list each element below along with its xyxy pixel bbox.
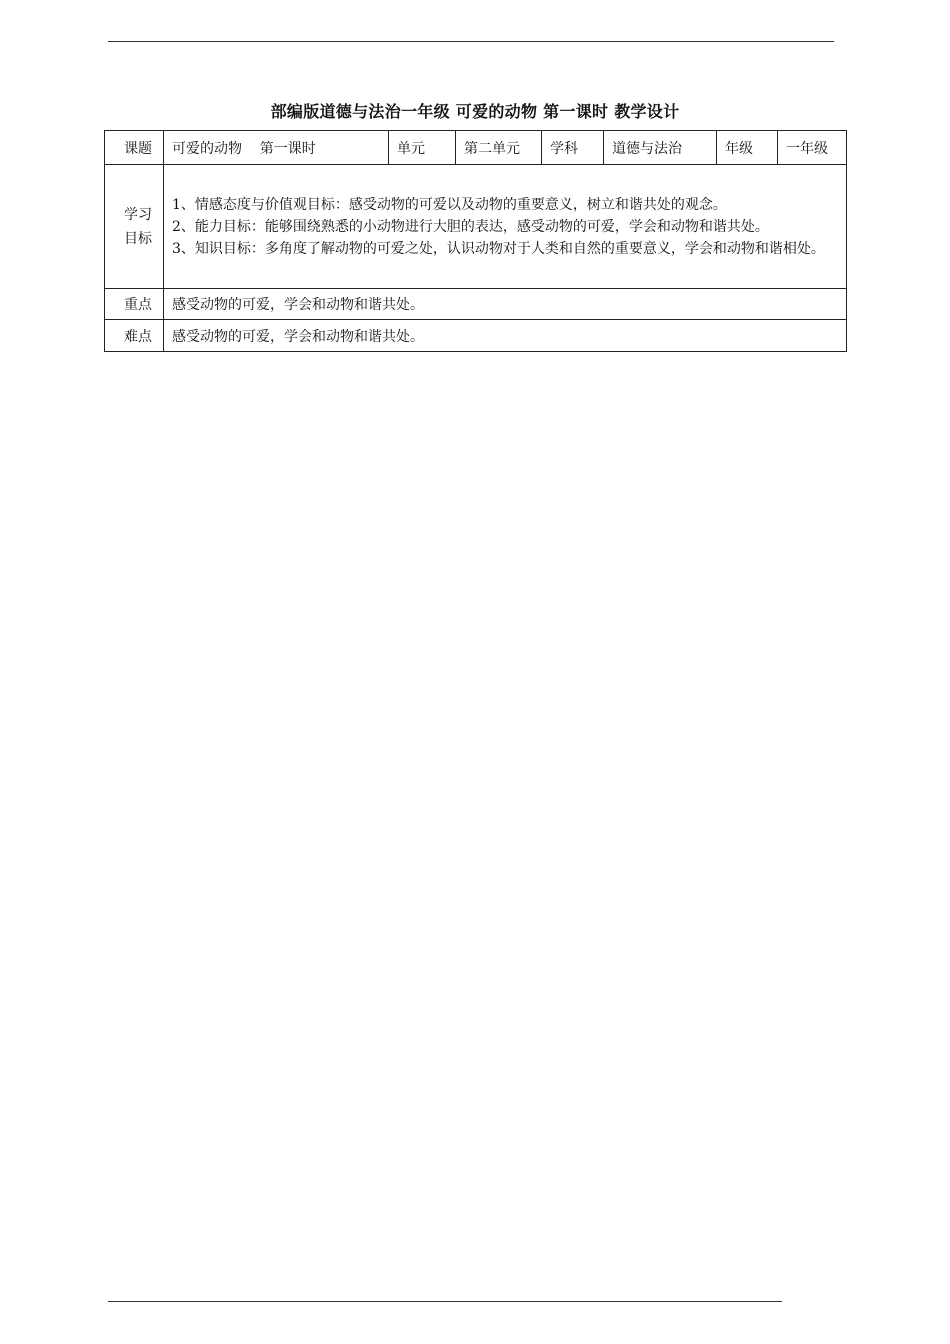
- unit-value: 第二单元: [456, 131, 542, 165]
- objectives-content: [164, 165, 847, 289]
- topic-label: 课题: [105, 131, 164, 165]
- difficulty-row: [105, 320, 847, 352]
- topic-value: 可爱的动物 第一课时: [164, 131, 389, 165]
- objectives-row: [105, 165, 847, 289]
- objective-item-knowledge: 3、知识目标：多角度了解动物的可爱之处，认识动物对于人类和自然的重要意义，学会和动物和谐相处。: [172, 240, 825, 257]
- key-point-value: 感受动物的可爱，学会和动物和谐共处。: [164, 289, 847, 320]
- header-rule: [108, 41, 834, 42]
- objectives-label: [105, 165, 164, 289]
- objectives-label-line1: 学习: [124, 206, 152, 223]
- key-point-row: [105, 289, 847, 320]
- grade-value: 一年级: [778, 131, 847, 165]
- difficulty-value: 感受动物的可爱，学会和动物和谐共处。: [164, 320, 847, 352]
- footer-rule: [108, 1301, 782, 1302]
- document-title: 部编版道德与法治一年级 可爱的动物 第一课时 教学设计: [270, 102, 680, 121]
- objective-item-affective: 1、情感态度与价值观目标：感受动物的可爱以及动物的重要意义，树立和谐共处的观念。: [172, 196, 727, 213]
- objectives-label-line2: 目标: [124, 230, 152, 247]
- header-row: [105, 131, 847, 165]
- difficulty-label: 难点: [105, 320, 164, 352]
- subject-value: 道德与法治: [604, 131, 717, 165]
- subject-label: 学科: [542, 131, 604, 165]
- unit-label: 单元: [389, 131, 456, 165]
- lesson-plan-table: [104, 130, 847, 352]
- grade-label: 年级: [717, 131, 778, 165]
- objective-item-ability: 2、能力目标：能够围绕熟悉的小动物进行大胆的表达，感受动物的可爱，学会和动物和谐共处。: [172, 218, 769, 235]
- key-point-label: 重点: [105, 289, 164, 320]
